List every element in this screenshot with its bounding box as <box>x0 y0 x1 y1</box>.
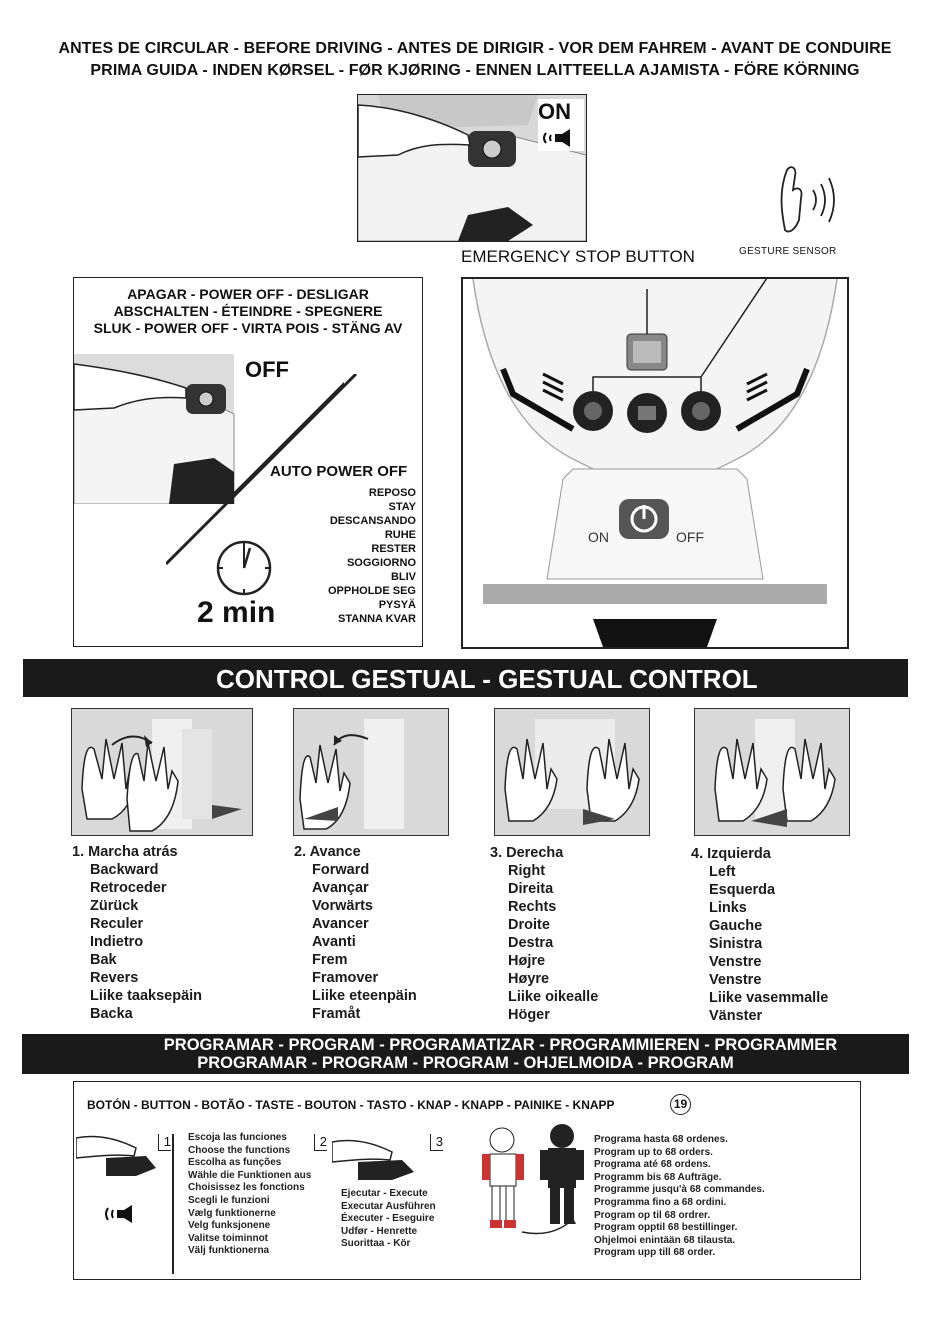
robot-program-illustration <box>472 1120 592 1240</box>
emergency-stop-label: EMERGENCY STOP BUTTON <box>461 247 695 266</box>
gesture-word: Vänster <box>709 1008 763 1024</box>
forward-gesture-drawing <box>294 709 448 835</box>
off-switch-label: OFF <box>676 529 704 545</box>
gesture-list-forward <box>294 843 417 1023</box>
step3-line: Program op til 68 ordrer. <box>594 1209 711 1221</box>
program-title <box>22 1036 909 1072</box>
gesture-word: Links <box>709 900 747 916</box>
standby-word: RUHE <box>384 529 416 541</box>
step3-line: Programma fino a 68 ordini. <box>594 1196 727 1208</box>
power-off-titles <box>74 286 422 337</box>
gesture-word: Droite <box>508 917 550 933</box>
gesture-image-left <box>694 708 850 836</box>
gesture-heading: 2. Avance <box>294 844 361 860</box>
standby-word: PYSYÄ <box>378 599 416 611</box>
step3-line: Program up to 68 orders. <box>594 1146 713 1158</box>
sound-icon <box>102 1202 138 1226</box>
power-off-title-1: APAGAR - POWER OFF - DESLIGAR <box>127 286 369 302</box>
button-number-badge: 19 <box>670 1094 691 1115</box>
gesture-word: Gauche <box>709 918 763 934</box>
standby-word: SOGGIORNO <box>346 557 416 569</box>
gesture-word: Liike vasemmalle <box>709 990 829 1006</box>
step1-line: Scegli le funzioni <box>188 1194 270 1206</box>
step3-line: Programa até 68 ordens. <box>594 1159 711 1171</box>
power-off-title-2: ABSCHALTEN - ÉTEINDRE - SPEGNERE <box>113 303 383 319</box>
power-off-box <box>73 277 423 647</box>
gesture-word: Liike oikealle <box>508 989 599 1005</box>
step2-line: Éxecuter - Eseguire <box>341 1213 435 1225</box>
step1-line: Vælg funktionerne <box>188 1207 276 1219</box>
gesture-word: Indietro <box>90 934 144 950</box>
off-label: OFF <box>245 357 289 382</box>
step1-line: Valitse toiminnot <box>188 1232 269 1244</box>
step2-line: Suorittaa - Kör <box>341 1238 411 1250</box>
step1-line: Wähle die Funktionen aus <box>188 1169 312 1181</box>
gesture-word: Forward <box>312 862 370 878</box>
gesture-control-title: CONTROL GESTUAL - GESTUAL CONTROL <box>216 664 758 694</box>
step2-line: Executar Ausführen <box>341 1200 436 1212</box>
gesture-word: Esquerda <box>709 882 776 898</box>
gesture-word: Retroceder <box>90 880 167 896</box>
step2-line: Udfør - Henrette <box>341 1225 418 1237</box>
gesture-image-right <box>494 708 650 836</box>
gesture-list-backward <box>72 843 202 1023</box>
gesture-word: Liike taaksepäin <box>90 988 203 1004</box>
step1-line: Choose the functions <box>188 1144 291 1156</box>
right-gesture-drawing <box>495 709 649 835</box>
backward-gesture-drawing <box>72 709 252 835</box>
gesture-word: Bak <box>90 952 117 968</box>
gesture-word: Framåt <box>312 1006 361 1022</box>
auto-power-off-label: AUTO POWER OFF <box>270 463 408 480</box>
step1-line: Escoja las funciones <box>188 1132 287 1143</box>
gesture-word: Reculer <box>90 916 144 932</box>
step3-text <box>594 1134 765 1260</box>
gesture-word: Direita <box>508 881 554 897</box>
gesture-word: Destra <box>508 935 554 951</box>
power-on-illustration <box>357 94 587 242</box>
power-off-title-3: SLUK - POWER OFF - VIRTA POIS - STÄNG AV <box>93 320 403 336</box>
step1-line: Escolha as funções <box>188 1157 282 1169</box>
step2-number: 2 <box>314 1134 327 1151</box>
gesture-image-forward <box>293 708 449 836</box>
sound-icon <box>540 127 576 149</box>
step3-line: Programme jusqu'à 68 commandes. <box>594 1184 765 1196</box>
on-label: ON <box>538 99 571 124</box>
header-line-1: ANTES DE CIRCULAR - BEFORE DRIVING - ANTES DE DIRIGIR - VOR DEM FAHREM - AVANT DE CONDUIRE <box>58 40 892 57</box>
gesture-word: Rechts <box>508 899 557 915</box>
standby-word: DESCANSANDO <box>329 515 416 527</box>
gesture-heading: 1. Marcha atrás <box>72 844 178 860</box>
gesture-word: Vorwärts <box>312 898 373 914</box>
step1-hand-icon <box>76 1128 156 1178</box>
standby-word: REPOSO <box>368 487 416 499</box>
gesture-control-band <box>23 659 908 697</box>
gesture-word: Liike eteenpäin <box>312 988 417 1004</box>
gesture-word: Venstre <box>709 954 762 970</box>
standby-word: RESTER <box>371 543 416 555</box>
standby-words <box>274 486 416 626</box>
standby-word: OPPHOLDE SEG <box>327 585 416 597</box>
robot-front-drawing <box>463 279 847 647</box>
step1-text <box>188 1132 311 1258</box>
gesture-image-backward <box>71 708 253 836</box>
gesture-word: Højre <box>508 953 546 969</box>
left-gesture-drawing <box>695 709 849 835</box>
clock-icon <box>214 538 274 598</box>
program-title-line-1: PROGRAMAR - PROGRAM - PROGRAMATIZAR - PROGRAMMIEREN - PROGRAMMER <box>163 1036 838 1054</box>
step3-line: Programa hasta 68 ordenes. <box>594 1134 728 1145</box>
gesture-word: Avançar <box>312 880 369 896</box>
step2-line: Ejecutar - Execute <box>341 1188 428 1199</box>
step3-line: Program opptil 68 bestillinger. <box>594 1222 738 1234</box>
gesture-word: Frem <box>312 952 348 968</box>
gesture-word: Framover <box>312 970 379 986</box>
gesture-hand-icon <box>765 160 845 240</box>
step3-number: 3 <box>430 1134 443 1151</box>
timer-label: 2 min <box>197 596 276 629</box>
on-switch-label: ON <box>588 529 609 545</box>
robot-front-illustration <box>461 277 849 649</box>
gesture-word: Left <box>709 864 736 880</box>
step1-divider <box>172 1134 174 1274</box>
button-line: BOTÓN - BUTTON - BOTÃO - TASTE - BOUTON - TASTO - KNAP - KNAPP - PAINIKE - KNAPP <box>87 1098 615 1112</box>
step3-line: Programm bis 68 Aufträge. <box>594 1171 722 1183</box>
step1-line: Choisissez les fonctions <box>188 1182 305 1194</box>
step1-number: 1 <box>158 1134 171 1151</box>
program-title-line-2: PROGRAMAR - PROGRAM - PROGRAM - OHJELMOIDA - PROGRAM <box>197 1054 734 1072</box>
gesture-word: Backa <box>90 1006 133 1022</box>
step2-hand-icon <box>332 1132 416 1182</box>
step3-line: Program upp till 68 order. <box>594 1247 716 1259</box>
program-band <box>22 1034 909 1074</box>
gesture-word: Venstre <box>709 972 762 988</box>
gesture-word: Höger <box>508 1007 550 1023</box>
gesture-list-right <box>490 844 598 1024</box>
gesture-word: Avanti <box>312 934 356 950</box>
standby-word: BLIV <box>390 571 416 583</box>
header-line-2: PRIMA GUIDA - INDEN KØRSEL - FØR KJØRING - ENNEN LAITTEELLA AJAMISTA - FÖRE KÖRNING <box>90 62 860 79</box>
gesture-word: Sinistra <box>709 936 763 952</box>
step1-line: Välj funktionerna <box>188 1245 270 1257</box>
gesture-word: Zürück <box>90 898 139 914</box>
gesture-heading: 3. Derecha <box>490 845 564 861</box>
gesture-word: Backward <box>90 862 159 878</box>
gesture-word: Right <box>508 863 546 879</box>
step1-line: Velg funksjonene <box>188 1220 271 1232</box>
gesture-word: Høyre <box>508 971 550 987</box>
gesture-list-left <box>691 845 828 1025</box>
standby-word: STAY <box>388 501 416 513</box>
program-box <box>73 1081 861 1280</box>
gesture-heading: 4. Izquierda <box>691 846 771 862</box>
step2-text <box>341 1188 436 1251</box>
gesture-word: Avancer <box>312 916 369 932</box>
gesture-word: Revers <box>90 970 139 986</box>
standby-word: STANNA KVAR <box>337 613 416 625</box>
gesture-sensor-label: GESTURE SENSOR <box>739 246 837 257</box>
step3-line: Ohjelmoi enintään 68 tilausta. <box>594 1234 736 1246</box>
